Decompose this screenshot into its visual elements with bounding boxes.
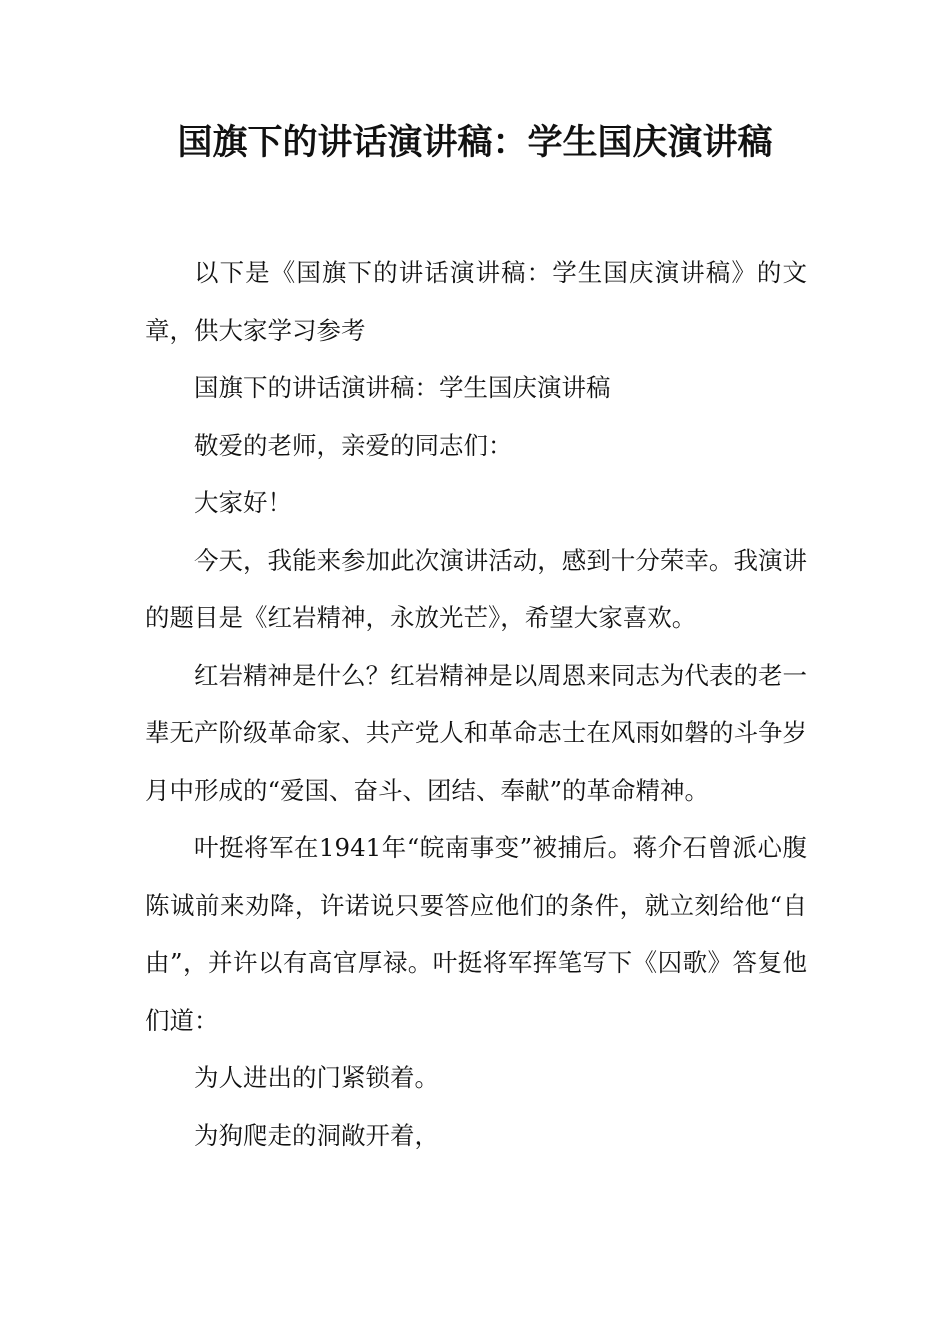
paragraph-salutation: 敬爱的老师，亲爱的同志们： xyxy=(194,430,513,460)
paragraph-greeting: 大家好！ xyxy=(194,488,292,517)
paragraph-poem-line-2: 为狗爬走的洞敞开着， xyxy=(194,1120,439,1150)
paragraph-intro: 以下是《国旗下的讲话演讲稿：学生国庆演讲稿》的文章，供大家学习参考 xyxy=(145,258,807,345)
paragraph-poem-line-1: 为人进出的门紧锁着。 xyxy=(194,1063,439,1092)
paragraph-subtitle: 国旗下的讲话演讲稿：学生国庆演讲稿 xyxy=(194,373,611,402)
paragraph-opening: 今天，我能来参加此次演讲活动，感到十分荣幸。我演讲的题目是《红岩精神，永放光芒》，希望大家喜欢。 xyxy=(145,545,807,632)
document-body xyxy=(145,244,807,1164)
paragraph-ye-ting: 叶挺将军在1941年“皖南事变”被捕后。蒋介石曾派心腹陈诚前来劝降，许诺说只要答应他们的条件，就立刻给他“自由”，并许以有高官厚禄。叶挺将军挥笔写下《囚歌》答复他们道： xyxy=(145,833,807,1035)
document-title: 国旗下的讲话演讲稿：学生国庆演讲稿 xyxy=(177,123,773,163)
paragraph-hongyan-spirit: 红岩精神是什么？红岩精神是以周恩来同志为代表的老一辈无产阶级革命家、共产党人和革命志士在风雨如磐的斗争岁月中形成的“爱国、奋斗、团结、奉献”的革命精神。 xyxy=(145,660,807,805)
